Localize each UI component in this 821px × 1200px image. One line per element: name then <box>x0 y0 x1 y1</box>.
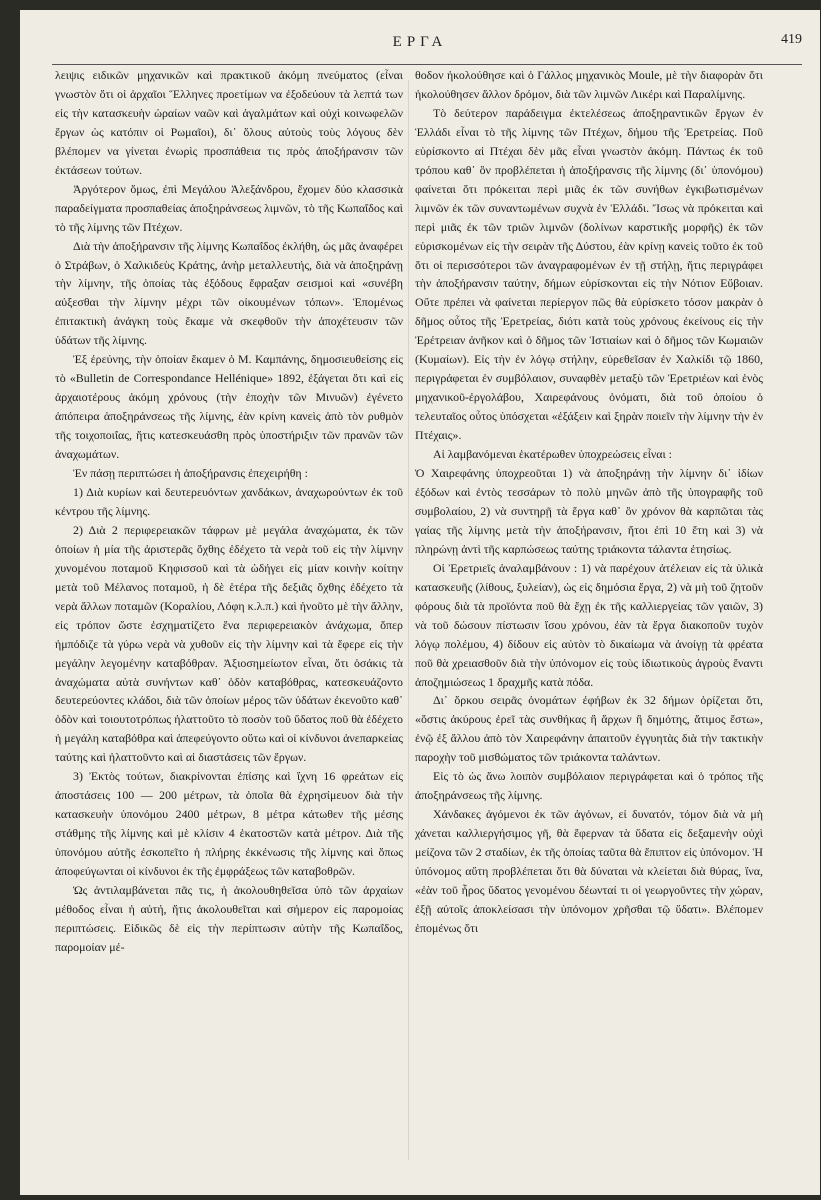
header-rule <box>52 64 802 65</box>
paragraph: Εἰς τὸ ὡς ἄνω λοιπὸν συμβόλαιον περιγράφεται καὶ ὁ τρόπος τῆς ἀποξηράνσεως τῆς λίμνης. <box>415 769 763 803</box>
running-title: ΕΡΓΑ <box>392 34 448 50</box>
paragraph: θοδον ἠκολούθησε καὶ ὁ Γάλλος μηχανικὸς Moule, μὲ τὴν διαφορὰν ὅτι ἠκολούθησεν ἄλλον δρόμον, διὰ τῶν λιμνῶν Λικέρι καὶ Παραλίμνης. <box>415 68 763 101</box>
list-item: 3) Ἐκτὸς τούτων, διακρίνονται ἐπίσης καὶ ἴχνη 16 φρεάτων εἰς ἀποστάσεις 100 — 200 μέτρων, τὰ ὁποῖα θὰ ἐχρησίμευον διὰ τὴν κατασκευὴν ὑπονόμου 2400 μέτρων, 8 μέτρα κάτωθεν τῆς μέσης στάθμης τῆς λίμνης καὶ μὲ κλίσιν 4 ἑκατοστῶν κατὰ μέτρον. Διὰ τῆς ὑπονόμου αὐτῆς ἐσκοπεῖτο ἡ πλήρης ἐκκένωσις τῆς λίμνης καὶ ὅπως ἀποφεύγωνται οἱ κίνδυνοι ἐκ τῆς ἐμφράξεως τῶν καταβοθρῶν. <box>55 769 403 879</box>
book-page <box>20 10 820 1195</box>
paragraph: Χάνδακες ἀγόμενοι ἐκ τῶν ἀγόνων, εἰ δυνατόν, τόμον διὰ νὰ μὴ χάνεται καλλιεργήσιμος γῆ, θὰ ἔφερναν τὰ ὕδατα εἰς δεξαμενὴν οὐχὶ μείζονα τῶν 2 σταδίων, ἐκ τῆς ὁποίας ταῦτα θὰ ἔπιπτον εἰς ὑπόνομον. Ἡ ὑπόνομος αὕτη προβλέπεται ὅτι θὰ δύναται νὰ κλείεται διὰ θύρας, ἵνα, «ἐὰν τοῦ ἦρος ὕδατος γενομένου δέωνταί τι οἱ γεωργοῦντες τὴν χώραν, ἐξῇ αὐτοῖς ἀποκλείσασι τὴν ὑπόνομον χρῆσθαι τῷ ὕδατι». Βλέπομεν ἑπομένως ὅτι <box>415 807 763 935</box>
paragraph: Τὸ δεύτερον παράδειγμα ἐκτελέσεως ἀποξηραντικῶν ἔργων ἐν Ἑλλάδι εἶναι τὸ τῆς λίμνης τῶν Πτέχων, δήμου τῆς Ἐρετρείας. Ποῦ εὑρίσκοντο αἱ Πτέχαι δὲν μᾶς εἶναι γνωστὸν ἀκόμη. Πάντως ἐκ τοῦ τρόπου καθ᾽ ὃν προβλέπεται ἡ ἀποξήρανσις τῆς λίμνης (δι᾽ ὑπονόμου) φαίνεται ὅτι πρόκειται περὶ μιᾶς ἐκ τῶν συνήθων ἐγκιβωτισμένων λιμνῶν ἐκ τῶν συναντωμένων συχνὰ ἐν Ἑλλάδι. Ἴσως νὰ πρόκειται καὶ περὶ μιᾶς ἐκ τῶν τριῶν λιμνῶν (δολίνων καρστικῆς μορφῆς) ἐκ τῶν εὑρισκομένων εἰς τὴν σειρὰν τῆς Δύστου, ἐὰν κρίνῃ κανεὶς τοῦτο ἐκ τοῦ ὅτι οἱ περισσότεροι τῶν ἀναγραφομένων ἐν τῇ στήλῃ, ἥτις περιγράφει τὴν ἀποξήρανσιν ταύτην, δήμων εὑρίσκονται εἰς τὴν Νότιον Εὔβοιαν. Οὔτε πρέπει νὰ φαίνεται περίεργον πῶς θὰ εὑρίσκετο τόσον μακρὰν ὁ δῆμος οὗτος τῆς Ἐρετρείας, διότι κατὰ τοὺς χρόνους ἐκείνους εἰς τὴν Ἐρέτρειαν ἀνῆκον καὶ ὁ δῆμος τῶν Ἱστιαίων καὶ ὁ δῆμος τῶν Κωμαιῶν (Κυμαίων). Εἰς τὴν ἐν λόγῳ στήλην, εὑρεθεῖσαν ἐν Χαλκίδι τῷ 1860, περιγράφεται ἐν συμβόλαιον, συναφθὲν μεταξὺ τῶν Ἐρετριέων καὶ ἑνὸς μηχανικοῦ-ἐργολάβου, Χαιρεφάνους ὀνόματι, διὰ τοῦ ὁποίου ὁ τελευταῖος οὗτος ὑπόσχεται «ἐξάξειν καὶ ξηρὰν ποιεῖν τὴν λίμνην τὴν ἐν Πτέχαις». <box>415 105 763 443</box>
paragraph: Διὰ τὴν ἀποξήρανσιν τῆς λίμνης Κωπαΐδος ἐκλήθη, ὡς μᾶς ἀναφέρει ὁ Στράβων, ὁ Χαλκιδεὺς Κράτης, ἀνὴρ μεταλλευτής, διὰ νὰ ἀποξηράνῃ τὴν λίμνην, τῆς ὁποίας τὰς ἐξόδους ἔφραξαν σεισμοὶ καὶ «συνέβη αὐξεσθαι τὴν λίμνην μέχρι τῶν οἰκουμένων τόπων». Ἑπομένως ἐπιτακτικὴ ἀνάγκη τοὺς ἔκαμε νὰ σκεφθοῦν τὴν ἀποχέτευσιν τῶν ὑδάτων τῆς λίμνης. <box>55 238 403 348</box>
list-item: 1) Διὰ κυρίων καὶ δευτερευόντων χανδάκων, ἀναχωρούντων ἐκ τοῦ κέντρου τῆς λίμνης. <box>55 484 403 518</box>
paragraph: Αἱ λαμβανόμεναι ἑκατέρωθεν ὑποχρεώσεις εἶναι : <box>433 447 672 462</box>
list-item: 2) Διὰ 2 περιφερειακῶν τάφρων μὲ μεγάλα ἀναχώματα, ἐκ τῶν ὁποίων ἡ μία τῆς ἀριστερᾶς ὄχθης ἐδέχετο τὰ νερὰ τοῦ εἰς τὴν λίμνην χυνομένου ποταμοῦ Κηφισσοῦ καὶ τὰ ὡδήγει εἰς μίαν κοινὴν κοίτην μετὰ τοῦ Μέλανος ποταμοῦ, ἡ δὲ ἑτέρα τῆς δεξιᾶς ὄχθης ἐδέχετο τὰ νερὰ ἄλλων ποταμῶν (Κοραλίου, Λόφη κ.λ.π.) καὶ ἠνοῦτο μὲ τὴν ἄλλην, εἰς τρόπον ὥστε ἐσχηματίζετο ἕνα περιφερειακὸν ἀνάχωμα, ὅπερ ἠμπόδιζε τὰ γύρω νερὰ νὰ χυθοῦν εἰς τὴν λίμνην καὶ τὰ ἔφερε εἰς τὴν μεγάλην λεγομένην καταβόθραν. Ἀξιοσημείωτον εἶναι, ὅτι ὁσάκις τὰ ἀναχώματα αὐτὰ συνήντων καθ᾽ ὁδὸν καταβόθρας, κατεσκευάζοντο δευτερεύοντες κλάδοι, διὰ τῶν ὁποίων μέρος τῶν ὑδάτων ἐκενοῦτο καθ᾽ ὁδὸν καὶ τοιουτοτρόπως ἠλαττοῦτο τὸ ποσὸν τοῦ ὕδατος ποῦ θὰ ἐδέχετο ἡ μεγάλη καταβόθρα καὶ ἀπεφεύγοντο οὕτω καὶ οἱ κίνδυνοι ἀνεπαρκείας ταύτης καὶ ἠλαττοῦντο καὶ αἱ διαστάσεις τῶν ἔργων. <box>55 522 403 765</box>
right-column <box>415 66 763 938</box>
paragraph: Δι᾽ ὅρκου σειρᾶς ὀνομάτων ἐφήβων ἐκ 32 δήμων ὁρίζεται ὅτι, «ὅστις ἀκύρους ἐρεῖ τὰς συνθήκας ἢ ἄρχων ἢ δημότης, ἄτιμος ἔστω», ἐνῷ ἐξ ἄλλου ἀπὸ τὸν Χαιρεφάνην ἀπαιτοῦν ἐγγυητὰς διὰ τὴν τακτικὴν παροχὴν τοῦ μισθώματος τῶν τριάκοντα ταλάντων. <box>415 693 763 765</box>
left-column <box>55 66 403 957</box>
paragraph: Ἐξ ἐρεύνης, τὴν ὁποίαν ἔκαμεν ὁ Μ. Καμπάνης, δημοσιευθείσης εἰς τὸ «Bulletin de Correspondance Hellénique» 1892, ἐξάγεται ὅτι καὶ εἰς ἀρχαιοτέρους ἀκόμη χρόνους (τὴν ἐποχὴν τῶν Μινυῶν) ἐγένετο ἀπόπειρα ἀποξηράνσεως τῆς λίμνης, ἐὰν κρίνη κανεὶς ἀπὸ τὸν ρυθμὸν τῆς τοιχοποιΐας, ἥτις κατεσκευάσθη πρὸς ὑποστήριξιν τῶν πρανῶν τῶν ἀναχωμάτων. <box>55 352 403 462</box>
page-header <box>20 30 820 60</box>
paragraph: Ὡς ἀντιλαμβάνεται πᾶς τις, ἡ ἀκολουθηθεῖσα ὑπὸ τῶν ἀρχαίων μέθοδος εἶναι ἡ αὐτή, ἥτις ἀκολουθεῖται καὶ σήμερον εἰς παρομοίας περιπτώσεις. Εἰδικῶς δὲ εἰς τὴν περίπτωσιν αὐτὴν τῆς Κωπαΐδος, παρομοίαν μέ- <box>55 882 403 954</box>
paragraph: Οἱ Ἐρετριεῖς ἀναλαμβάνουν : 1) νὰ παρέχουν ἀτέλειαν εἰς τὰ ὑλικὰ κατασκευῆς (λίθους, ξυλείαν), ὡς εἰς δημόσια ἔργα, 2) νὰ μὴ τοῦ ζητοῦν φόρους διὰ τὰ προϊόντα ποῦ θὰ ἔχῃ ἐκ τῆς καλλιεργείας τῶν γαιῶν, 3) νὰ τοῦ δώσουν πίστωσιν ἴσου χρόνου, ἐὰν τὰ ἔργα διακοποῦν τυχὸν λόγῳ πολέμου, 4) δίδουν εἰς αὐτὸν τὸ δικαίωμα νὰ ἀνοίγῃ τὰ φρέατα ποῦ θὰ χρειασθοῦν διὰ τὴν ὑπόνομον εἰς τοὺς ἰδιωτικοὺς ἀγροὺς ἔναντι ἀποζημιώσεως 1 δραχμῆς κατὰ πόδα. <box>415 560 763 689</box>
paragraph: Ἐν πάσῃ περιπτώσει ἡ ἀποξήρανσις ἐπεχειρήθη : <box>73 466 308 481</box>
paragraph: λειψις ειδικῶν μηχανικῶν καὶ πρακτικοῦ ἀκόμη πνεύματος (εἶναι γνωστὸν ὅτι οἱ ἀρχαῖοι Ἕλληνες προετίμων να ἐξοδεύουν τὰ λεπτά των εἰς τὴν κατασκευὴν ὡραίων ναῶν καὶ ἀγαλμάτων καὶ οὐχὶ κοινωφελῶν ἔργων ὡς κατόπιν οἱ Ρωμαῖοι), δι᾽ ὅλους αὐτοὺς τοὺς λόγους δὲν βλέπομεν να γίνεται ἐνωρὶς προσπάθεια τις πρὸς ἀποξήρανσιν τῶν ἐκτάσεων τούτων. <box>55 68 403 177</box>
paragraph: Ἀργότερον ὅμως, ἐπὶ Μεγάλου Ἀλεξάνδρου, ἔχομεν δύο κλασσικὰ παραδείγματα προσπαθείας ἀποξηράνσεως λιμνῶν, τὸ τῆς Κωπαΐδος καὶ τὸ τῆς λίμνης τῶν Πτέχων. <box>55 181 403 234</box>
paragraph: Ὁ Χαιρεφάνης ὑποχρεοῦται 1) νὰ ἀποξηράνῃ τὴν λίμνην δι᾽ ἰδίων ἐξόδων καὶ ἐντὸς τεσσάρων τὸ πολὺ μηνῶν ἀπὸ τῆς ὑπογραφῆς τοῦ συμβολαίου, 2) νὰ συντηρῇ τὰ ἔργα καθ᾽ ὃν χρόνον θὰ καρπῶται τὰς γαίας τῆς λίμνης μετὰ τὴν ἀποξήρανσιν, ἤτοι ἐπὶ 10 ἔτη καὶ 3) νὰ πληρώνῃ ἀντὶ τῆς καρπώσεως ταύτης τριάκοντα τάλαντα ἐτησίως. <box>415 466 763 556</box>
column-gutter <box>408 80 409 1160</box>
page-number: 419 <box>781 32 802 47</box>
